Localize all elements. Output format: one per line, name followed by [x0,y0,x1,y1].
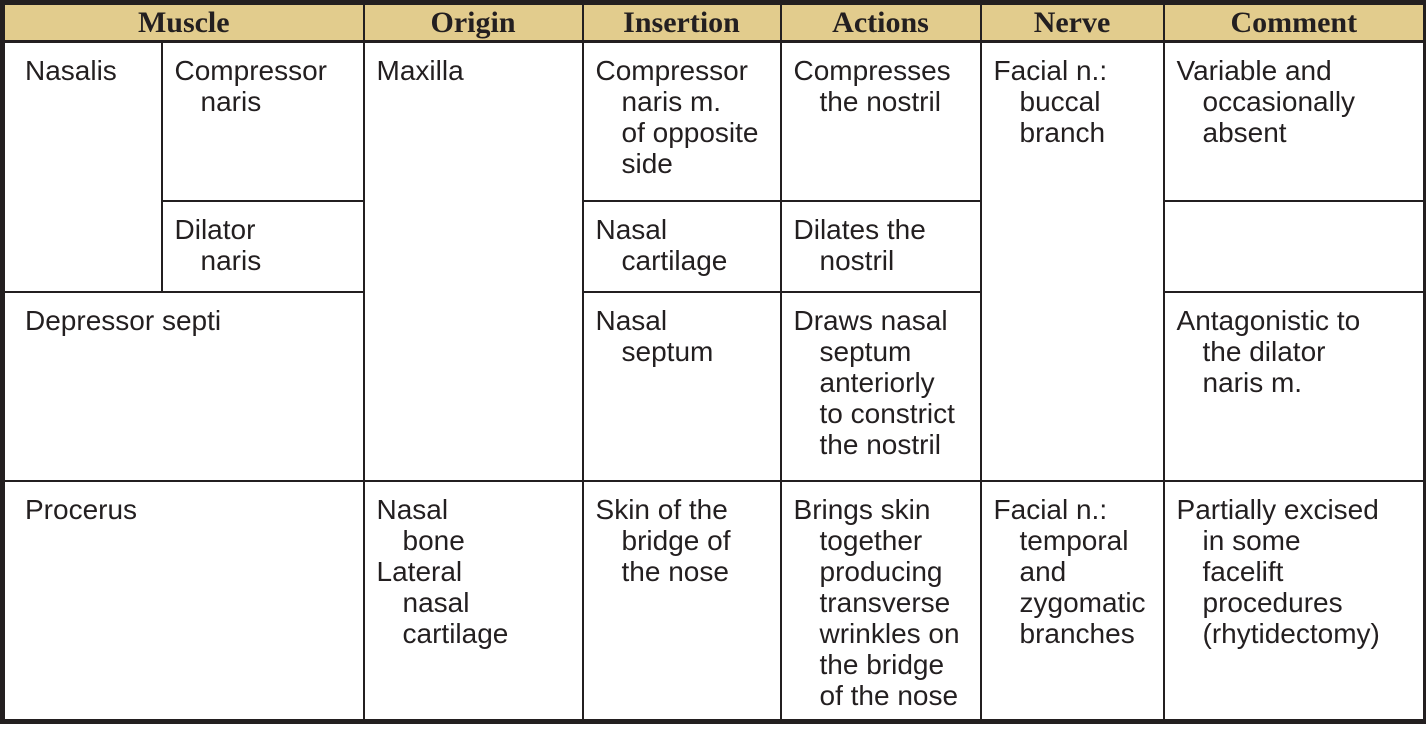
cell-text-line: side [621,148,673,179]
cell-text-line: the nostril [819,86,941,117]
cell-nerve-facial-buccal [981,42,1164,481]
cell-text-line: procedures [1202,586,1343,618]
cell-text-line: naris m. [1202,366,1303,398]
cell-muscle-depressor-septi [3,292,364,481]
cell-text-line: Facial n.: [993,493,1108,525]
cell-text-line: Draws nasal [793,304,948,336]
cell-text-line: Dilator [174,213,256,245]
cell-text-line: absent [1202,117,1287,148]
cell-text-line: Compresses [793,55,951,86]
cell-text-line: and [1019,555,1067,587]
cell-text-line: of opposite [621,117,759,148]
cell-insertion-nasal-septum [583,292,781,481]
cell-text-line: together [819,524,923,556]
column-header-nerve: Nerve [981,3,1164,42]
row-depressor-septi [3,292,1426,481]
column-header-actions: Actions [781,3,981,42]
cell-text-line: Skin of the [595,493,728,525]
cell-text-line: the nostril [819,428,941,460]
cell-text-line: bridge of [621,524,731,556]
cell-text-line: of the nose [819,679,959,711]
row-procerus [3,481,1426,722]
cell-text-line: (rhytidectomy) [1202,617,1380,649]
cell-comment-variable-absent [1164,42,1426,201]
cell-origin-procerus [364,481,583,722]
cell-text-line: Depressor septi [25,304,222,336]
cell-comment-empty [1164,201,1426,292]
cell-insertion-nasal-cartilage [583,201,781,292]
header-row [3,3,1426,42]
cell-text-line: Partially excised [1176,493,1379,525]
row-nasalis-dilator [3,201,1426,292]
cell-text-line: nasal [402,586,470,618]
cell-text-line: wrinkles on [819,617,960,649]
cell-muscle-nasalis [3,42,162,292]
cell-text-line: Nasal [595,304,668,336]
cell-comment-partially-excised [1164,481,1426,722]
cell-text-line: Dilates the [793,213,926,245]
cell-text-line: nostril [819,244,895,276]
cell-text-line: bone [402,524,465,556]
cell-text-line: occasionally [1202,86,1356,117]
cell-text-line: Lateral [376,555,463,587]
cell-text-line: naris [200,86,262,117]
column-header-origin: Origin [364,3,583,42]
cell-insertion-compressor-naris [583,42,781,201]
row-nasalis-compressor [3,42,1426,201]
column-header-muscle: Muscle [3,3,364,42]
cell-text-line: facelift [1202,555,1284,587]
cell-text-line: cartilage [621,244,728,276]
cell-text-line: the bridge [819,648,945,680]
cell-text-line: the dilator [1202,335,1326,367]
cell-text-line: branches [1019,617,1135,649]
cell-text-line: Antagonistic to [1176,304,1361,336]
cell-actions-compresses-nostril [781,42,981,201]
cell-comment-antagonistic [1164,292,1426,481]
cell-text-line: Nasal [595,213,668,245]
cell-text-line: branch [1019,117,1106,148]
cell-text-line: Brings skin [793,493,931,525]
cell-text-line: anteriorly [819,366,935,398]
cell-text-line: Compressor [174,55,327,86]
cell-actions-dilates-nostril [781,201,981,292]
cell-nerve-facial-temporal-zygomatic [981,481,1164,722]
cell-text-line: to constrict [819,397,955,429]
cell-text-line: Compressor [595,55,748,86]
cell-origin-maxilla [364,42,583,481]
cell-muscle-procerus [3,481,364,722]
cell-insertion-skin-bridge-nose [583,481,781,722]
cell-muscle-compressor-naris [162,42,364,201]
cell-muscle-dilator-naris [162,201,364,292]
cell-text-line: Maxilla [376,55,464,86]
cell-text-line: Procerus [25,493,138,525]
cell-text-line: in some [1202,524,1301,556]
cell-text-line: Nasalis [25,55,117,86]
cell-text-line: transverse [819,586,951,618]
column-header-insertion: Insertion [583,3,781,42]
cell-actions-brings-skin-together [781,481,981,722]
cell-text-line: naris [200,244,262,276]
cell-text-line: naris m. [621,86,722,117]
column-header-comment: Comment [1164,3,1426,42]
cell-text-line: zygomatic [1019,586,1146,618]
cell-text-line: cartilage [402,617,509,649]
cell-text-line: temporal [1019,524,1129,556]
cell-text-line: septum [819,335,912,367]
cell-text-line: producing [819,555,943,587]
cell-text-line: the nose [621,555,729,587]
cell-actions-draws-nasal-septum [781,292,981,481]
cell-text-line: buccal [1019,86,1101,117]
cell-text-line: septum [621,335,714,367]
cell-text-line: Facial n.: [993,55,1108,86]
cell-text-line: Nasal [376,493,449,525]
cell-text-line: Variable and [1176,55,1332,86]
